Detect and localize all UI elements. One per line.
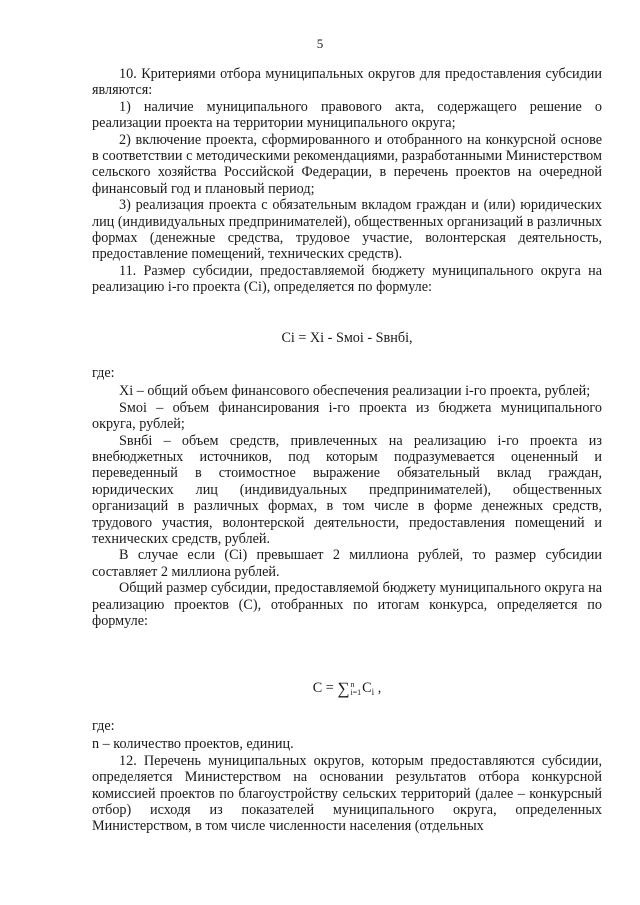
formula-tail: ,	[377, 680, 382, 696]
total-subsidy-paragraph: Общий размер субсидии, предоставляемой бюджету муниципального округа на реализацию проектов (С), отобранных по итогам конкурса, определяется по формуле:	[92, 580, 602, 630]
criterion-3: 3) реализация проекта с обязательным вкладом граждан и (или) юридических лиц (индивидуальных предпринимателей), общественных организаций в различных формах (денежные средства, трудовое участие, волонтерская деятельность, предоставление помещений, технических средств).	[92, 197, 602, 263]
page-number: 5	[316, 36, 324, 51]
definition-xi: Xi – общий объем финансового обеспечения реализации i-го проекта, рублей;	[119, 383, 591, 400]
sum-term: C	[362, 680, 372, 696]
sum-limits	[350, 681, 361, 697]
definitions-block-2	[92, 718, 602, 835]
criterion-2: 2) включение проекта, сформированного и отобранного на конкурсной основе в соответствии с методическими рекомендациями, разработанными Министерством сельского хозяйства Российской Федерации, в перечень проектов на очередной финансовый год и плановый период;	[92, 131, 602, 197]
where-label-2: где:	[92, 718, 115, 734]
definition-smoi: Sмоi – объем финансирования i-го проекта из бюджета муниципального округа, рублей;	[92, 399, 602, 433]
formula-ci: Ci = Xi - Sмоi - Sвнбi,	[281, 330, 413, 346]
document-body	[92, 66, 602, 296]
formula-sum	[313, 680, 382, 700]
definition-svnbi: Sвнбi – объем средств, привлеченных на реализацию i-го проекта из внебюджетных источников, под которым подразумевается оцененный и переведенный в стоимостное выражение обязательный вклад граждан, юридических лиц (индивидуальных предпринимателей), общественных организаций в различных формах, в том числе в форме денежных средств, трудового участия, волонтерской деятельности, предоставления помещений и технических средств, рублей.	[92, 432, 602, 548]
paragraph-11: 11. Размер субсидии, предоставляемой бюджету муниципального округа на реализацию i-го проекта (Ci), определяется по формуле:	[92, 262, 602, 296]
paragraph-10: 10. Критериями отбора муниципальных округов для предоставления субсидии являются:	[92, 66, 602, 99]
sum-upper: n	[350, 679, 355, 689]
subsidy-limit-paragraph: В случае если (Ci) превышает 2 миллиона рублей, то размер субсидии составляет 2 миллиона рублей.	[92, 547, 602, 580]
sum-symbol: ∑	[337, 679, 350, 698]
formula-total	[92, 680, 602, 700]
sum-lower: i=1	[350, 687, 362, 697]
paragraph-12: 12. Перечень муниципальных округов, которым предоставляются субсидии, определяется Министерством на основании результатов отбора конкурсной комиссией проектов по благоустройству сельских территорий (далее – конкурсный отбор) исходя из показателей муниципального округа, определенных Министерством, в том числе численности населения (отдельных	[92, 752, 602, 835]
where-label: где:	[92, 365, 115, 381]
definition-n: n – количество проектов, единиц.	[92, 736, 294, 753]
formula-lhs: C =	[312, 680, 334, 696]
definitions-block-1	[92, 365, 602, 630]
criterion-1: 1) наличие муниципального правового акта, содержащего решение о реализации проекта на территории муниципального округа;	[92, 98, 602, 132]
sum-term-subscript: i	[371, 687, 375, 697]
